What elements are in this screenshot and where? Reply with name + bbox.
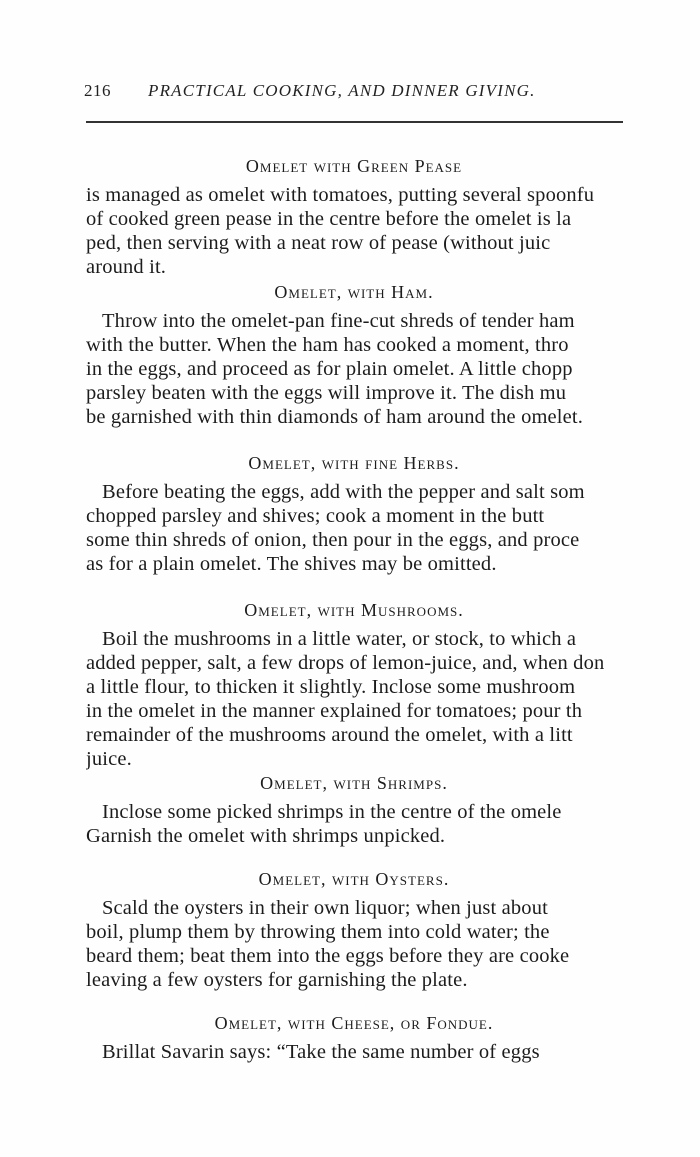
text-line: parsley beaten with the eggs will improve it. The dish mu (86, 382, 567, 404)
section-heading-ham: Omelet, with Ham. (274, 282, 434, 302)
section-heading-shrimps: Omelet, with Shrimps. (260, 773, 448, 793)
text-line: a little flour, to thicken it slightly. Inclose some mushroom (86, 676, 576, 698)
text-line: with the butter. When the ham has cooked a moment, thro (86, 334, 569, 356)
text-line: of cooked green pease in the centre before the omelet is la (86, 208, 572, 230)
text-line: around it. (86, 256, 167, 278)
book-title: PRACTICAL COOKING, AND DINNER GIVING. (148, 81, 536, 100)
text-line: Inclose some picked shrimps in the centre of the omele (102, 801, 562, 823)
text-line: Throw into the omelet-pan fine-cut shreds of tender ham (102, 310, 575, 332)
text-line: Scald the oysters in their own liquor; when just about (102, 897, 548, 919)
text-line: beard them; beat them into the eggs before they are cooke (86, 945, 570, 967)
text-line: Garnish the omelet with shrimps unpicked. (86, 825, 446, 847)
text-line: in the omelet in the manner explained for tomatoes; pour th (86, 700, 583, 722)
text-line: be garnished with thin diamonds of ham around the omelet. (86, 406, 584, 428)
text-line: Boil the mushrooms in a little water, or stock, to which a (102, 628, 577, 650)
text-line: Before beating the eggs, add with the pepper and salt som (102, 481, 585, 503)
text-column (86, 0, 622, 1157)
text-line: added pepper, salt, a few drops of lemon-juice, and, when don (86, 652, 605, 674)
section-heading-green-pease: Omelet with Green Pease (245, 156, 463, 176)
section-heading-fine-herbs: Omelet, with fine Herbs. (248, 453, 460, 473)
section-heading-oysters: Omelet, with Oysters. (258, 869, 450, 889)
text-line: in the eggs, and proceed as for plain omelet. A little chopp (86, 358, 573, 380)
text-line: leaving a few oysters for garnishing the plate. (86, 969, 468, 991)
text-line: boil, plump them by throwing them into cold water; the (86, 921, 550, 943)
page-number: 216 (84, 81, 111, 100)
text-line: some thin shreds of onion, then pour in the eggs, and proce (86, 529, 580, 551)
text-line: Brillat Savarin says: “Take the same number of eggs (102, 1041, 540, 1063)
text-line: juice. (86, 748, 132, 770)
text-line: as for a plain omelet. The shives may be omitted. (86, 553, 497, 575)
text-line: remainder of the mushrooms around the omelet, with a litt (86, 724, 573, 746)
text-line: chopped parsley and shives; cook a moment in the butt (86, 505, 545, 527)
text-line: ped, then serving with a neat row of pease (without juic (86, 232, 551, 254)
section-heading-cheese-fondue: Omelet, with Cheese, or Fondue. (214, 1013, 494, 1033)
section-heading-mushrooms: Omelet, with Mushrooms. (244, 600, 464, 620)
text-line: is managed as omelet with tomatoes, putting several spoonfu (86, 184, 595, 206)
